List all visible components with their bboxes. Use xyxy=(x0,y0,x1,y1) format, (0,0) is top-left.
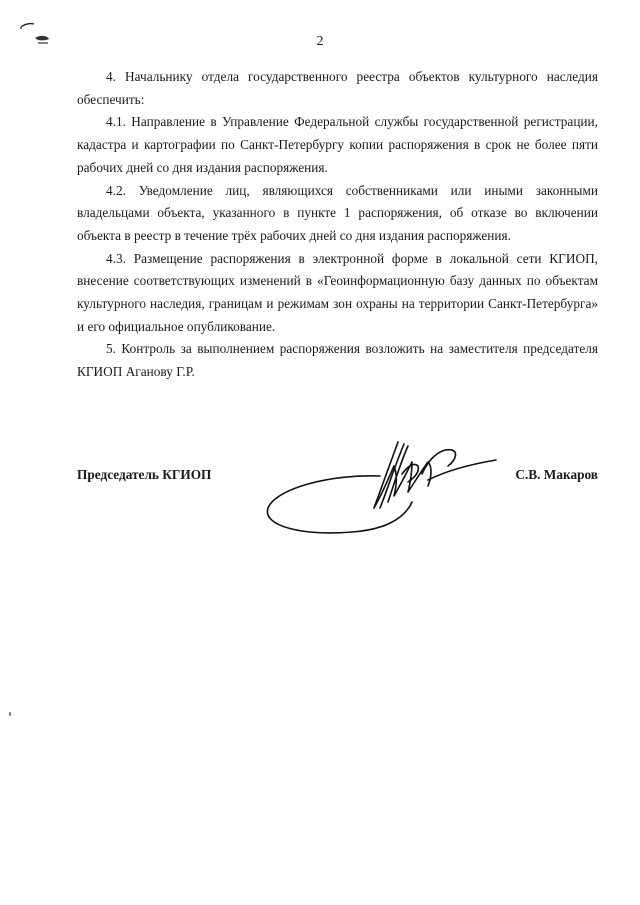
paragraph-4-3: 4.3. Размещение распоряжения в электронной форме в локальной сети КГИОП, внесение соответствующих изменений в «Геоинформационную базу данных по объектам культурного наследия, границам и режимам зон охраны на территории Санкт-Петербурга» и его официальное опубликование. xyxy=(77,250,598,334)
document-body xyxy=(77,66,598,384)
paragraph-5: 5. Контроль за выполнением распоряжения возложить на заместителя председателя КГИОП Аганову Г.Р. xyxy=(77,341,598,380)
signer-name: С.В. Макаров xyxy=(515,467,598,482)
handwritten-signature-icon xyxy=(262,436,498,546)
page-number: 2 xyxy=(316,34,324,49)
signer-title: Председатель КГИОП xyxy=(77,467,212,482)
paragraph-4: 4. Начальнику отдела государственного реестра объектов культурного наследия обеспечить: xyxy=(77,69,598,107)
scan-speck xyxy=(9,712,11,716)
paragraph-4-2: 4.2. Уведомление лиц, являющихся собственниками или иными законными владельцами объекта, указанного в пункте 1 распоряжения, об отказе во включении объекта в реестр в течение трёх рабочих дней со дня издания распоряжения. xyxy=(77,182,598,243)
paragraph-4-1: 4.1. Направление в Управление Федеральной службы государственной регистрации, кадастра и картографии по Санкт-Петербургу копии распоряжения в срок не более пяти рабочих дней со дня издания распоряжения. xyxy=(77,114,598,175)
